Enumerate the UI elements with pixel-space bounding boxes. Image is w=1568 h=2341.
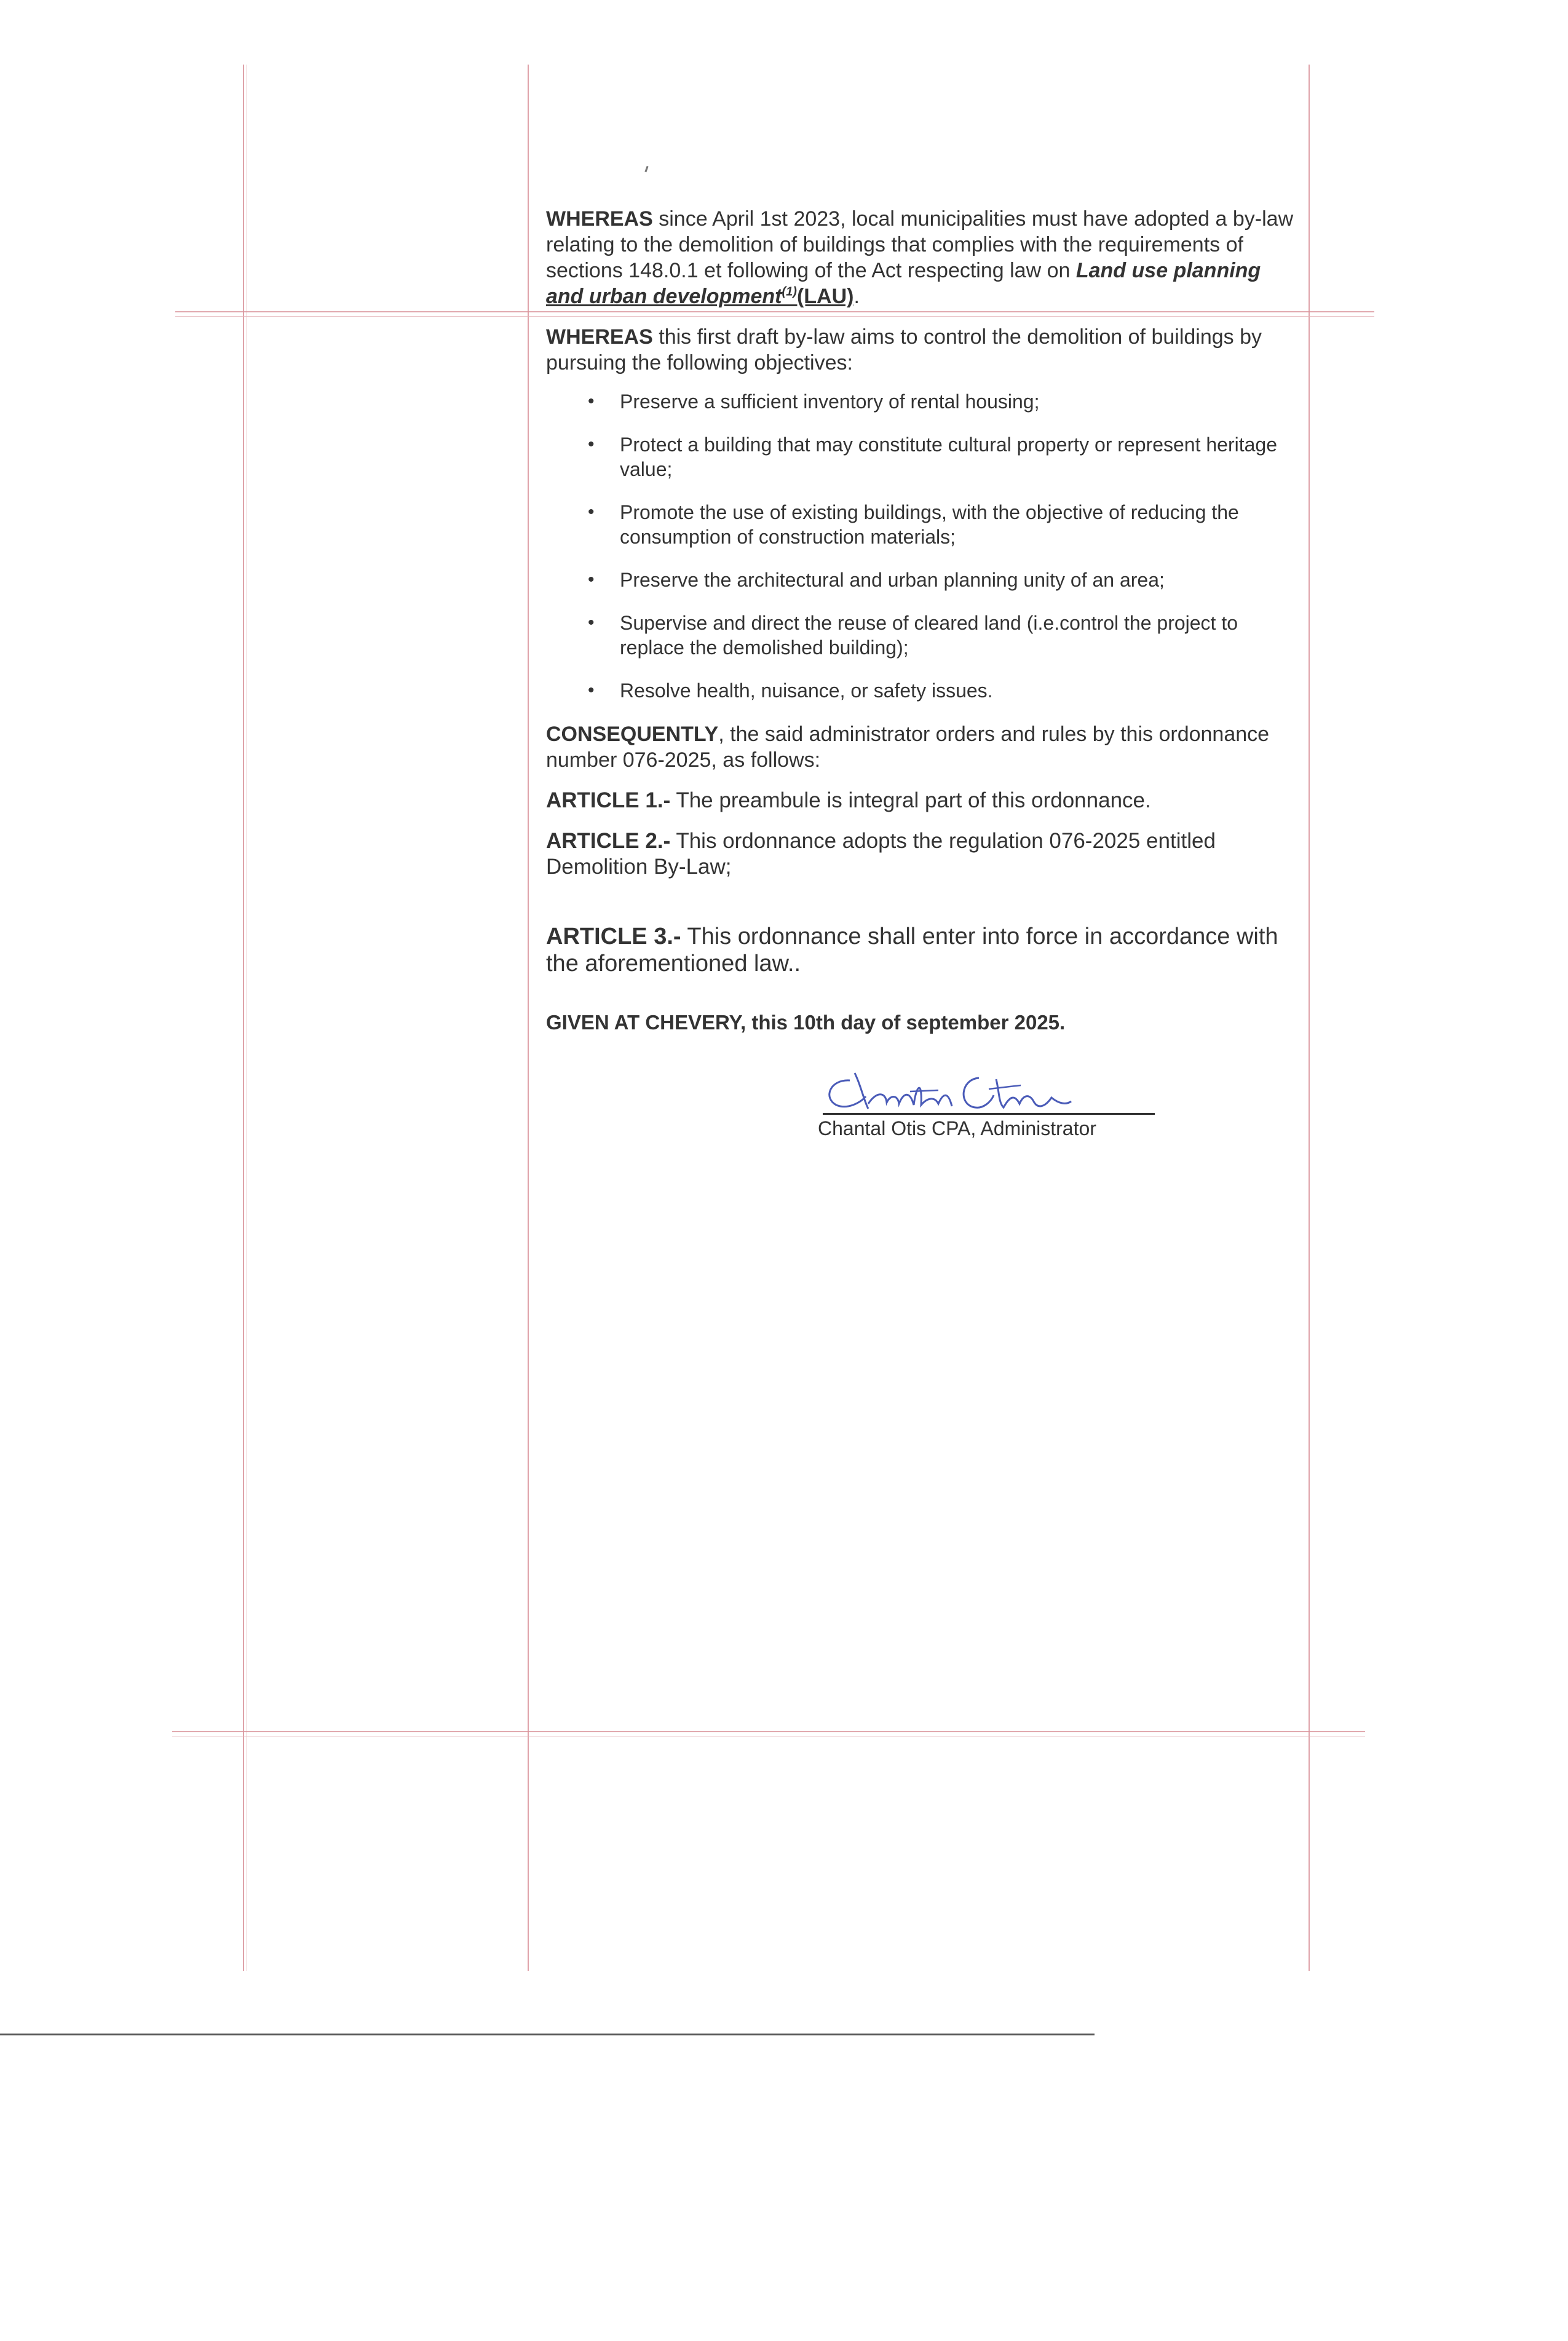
whereas-1-text: since April 1st 2023, local municipalities must have adopted a by-law relating to the demolition of buildings that complies with the requirements of sections 148.0.1 et following of the Act respecting law on <box>546 207 1294 282</box>
bullet-icon: • <box>588 502 595 522</box>
bullet-icon: • <box>588 434 595 454</box>
article-1-text: The preambule is integral part of this ordonnance. <box>670 788 1151 812</box>
ordonnance-body <box>546 206 1302 1072</box>
article-3-keyword: ARTICLE 3.- <box>546 924 681 949</box>
bullet-icon: • <box>588 569 595 590</box>
list-item <box>546 500 1302 549</box>
act-title-part-2-text: and urban development <box>546 285 782 308</box>
signature-line <box>823 1113 1155 1115</box>
list-item <box>546 678 1302 703</box>
consequently-paragraph <box>546 721 1302 773</box>
whereas-1-end: . <box>853 285 860 308</box>
article-3 <box>546 923 1302 977</box>
whereas-paragraph-1 <box>546 206 1302 309</box>
article-2-keyword: ARTICLE 2.- <box>546 829 671 853</box>
whereas-2-text: this first draft by-law aims to control the demolition of buildings by pursuing the following objectives: <box>546 325 1262 374</box>
act-abbreviation: (LAU) <box>796 285 854 308</box>
consequently-keyword: CONSEQUENTLY <box>546 723 719 746</box>
objective-text: Promote the use of existing buildings, with the objective of reducing the consumption of construction materials; <box>620 501 1239 548</box>
objectives-list <box>546 389 1302 703</box>
list-item <box>546 611 1302 660</box>
whereas-keyword: WHEREAS <box>546 207 653 231</box>
scan-edge-line <box>0 2034 1095 2035</box>
signature-block <box>818 1067 1162 1147</box>
list-item <box>546 432 1302 481</box>
whereas-keyword: WHEREAS <box>546 325 653 349</box>
margin-rule-left-inner <box>528 65 529 1971</box>
article-1 <box>546 788 1302 814</box>
objective-text: Resolve health, nuisance, or safety issues. <box>620 679 993 702</box>
objective-text: Supervise and direct the reuse of cleared land (i.e.control the project to replace the demolished building); <box>620 612 1238 659</box>
ruling-line-bottom <box>172 1731 1365 1732</box>
signatory-name: Chantal Otis CPA, Administrator <box>818 1117 1096 1139</box>
footnote-marker: (1) <box>782 285 797 299</box>
article-3-text: This ordonnance shall enter into force in accordance with the aforementioned law.. <box>546 924 1278 976</box>
stray-mark <box>644 166 648 172</box>
article-1-keyword: ARTICLE 1.- <box>546 788 671 812</box>
objective-text: Preserve the architectural and urban planning unity of an area; <box>620 569 1165 591</box>
article-2 <box>546 828 1302 880</box>
bullet-icon: • <box>588 612 595 633</box>
objective-text: Preserve a sufficient inventory of rental housing; <box>620 390 1040 413</box>
bullet-icon: • <box>588 391 595 411</box>
margin-rule-right <box>1309 65 1310 1971</box>
list-item <box>546 389 1302 414</box>
margin-rule-left-outer <box>243 65 244 1971</box>
list-item <box>546 568 1302 592</box>
consequently-text: , the said administrator orders and rules by this ordonnance number 076-2025, as follows: <box>546 723 1270 772</box>
act-title-part-2 <box>546 285 853 308</box>
bullet-icon: • <box>588 680 595 700</box>
article-2-text: This ordonnance adopts the regulation 076-2025 entitled Demolition By-Law; <box>546 829 1216 879</box>
given-at-line: GIVEN AT CHEVERY, this 10th day of september 2025. <box>546 1011 1066 1034</box>
act-title-part-1: Land use planning <box>1075 259 1261 282</box>
whereas-paragraph-2 <box>546 324 1302 376</box>
objective-text: Protect a building that may constitute cultural property or represent heritage value; <box>620 434 1278 480</box>
